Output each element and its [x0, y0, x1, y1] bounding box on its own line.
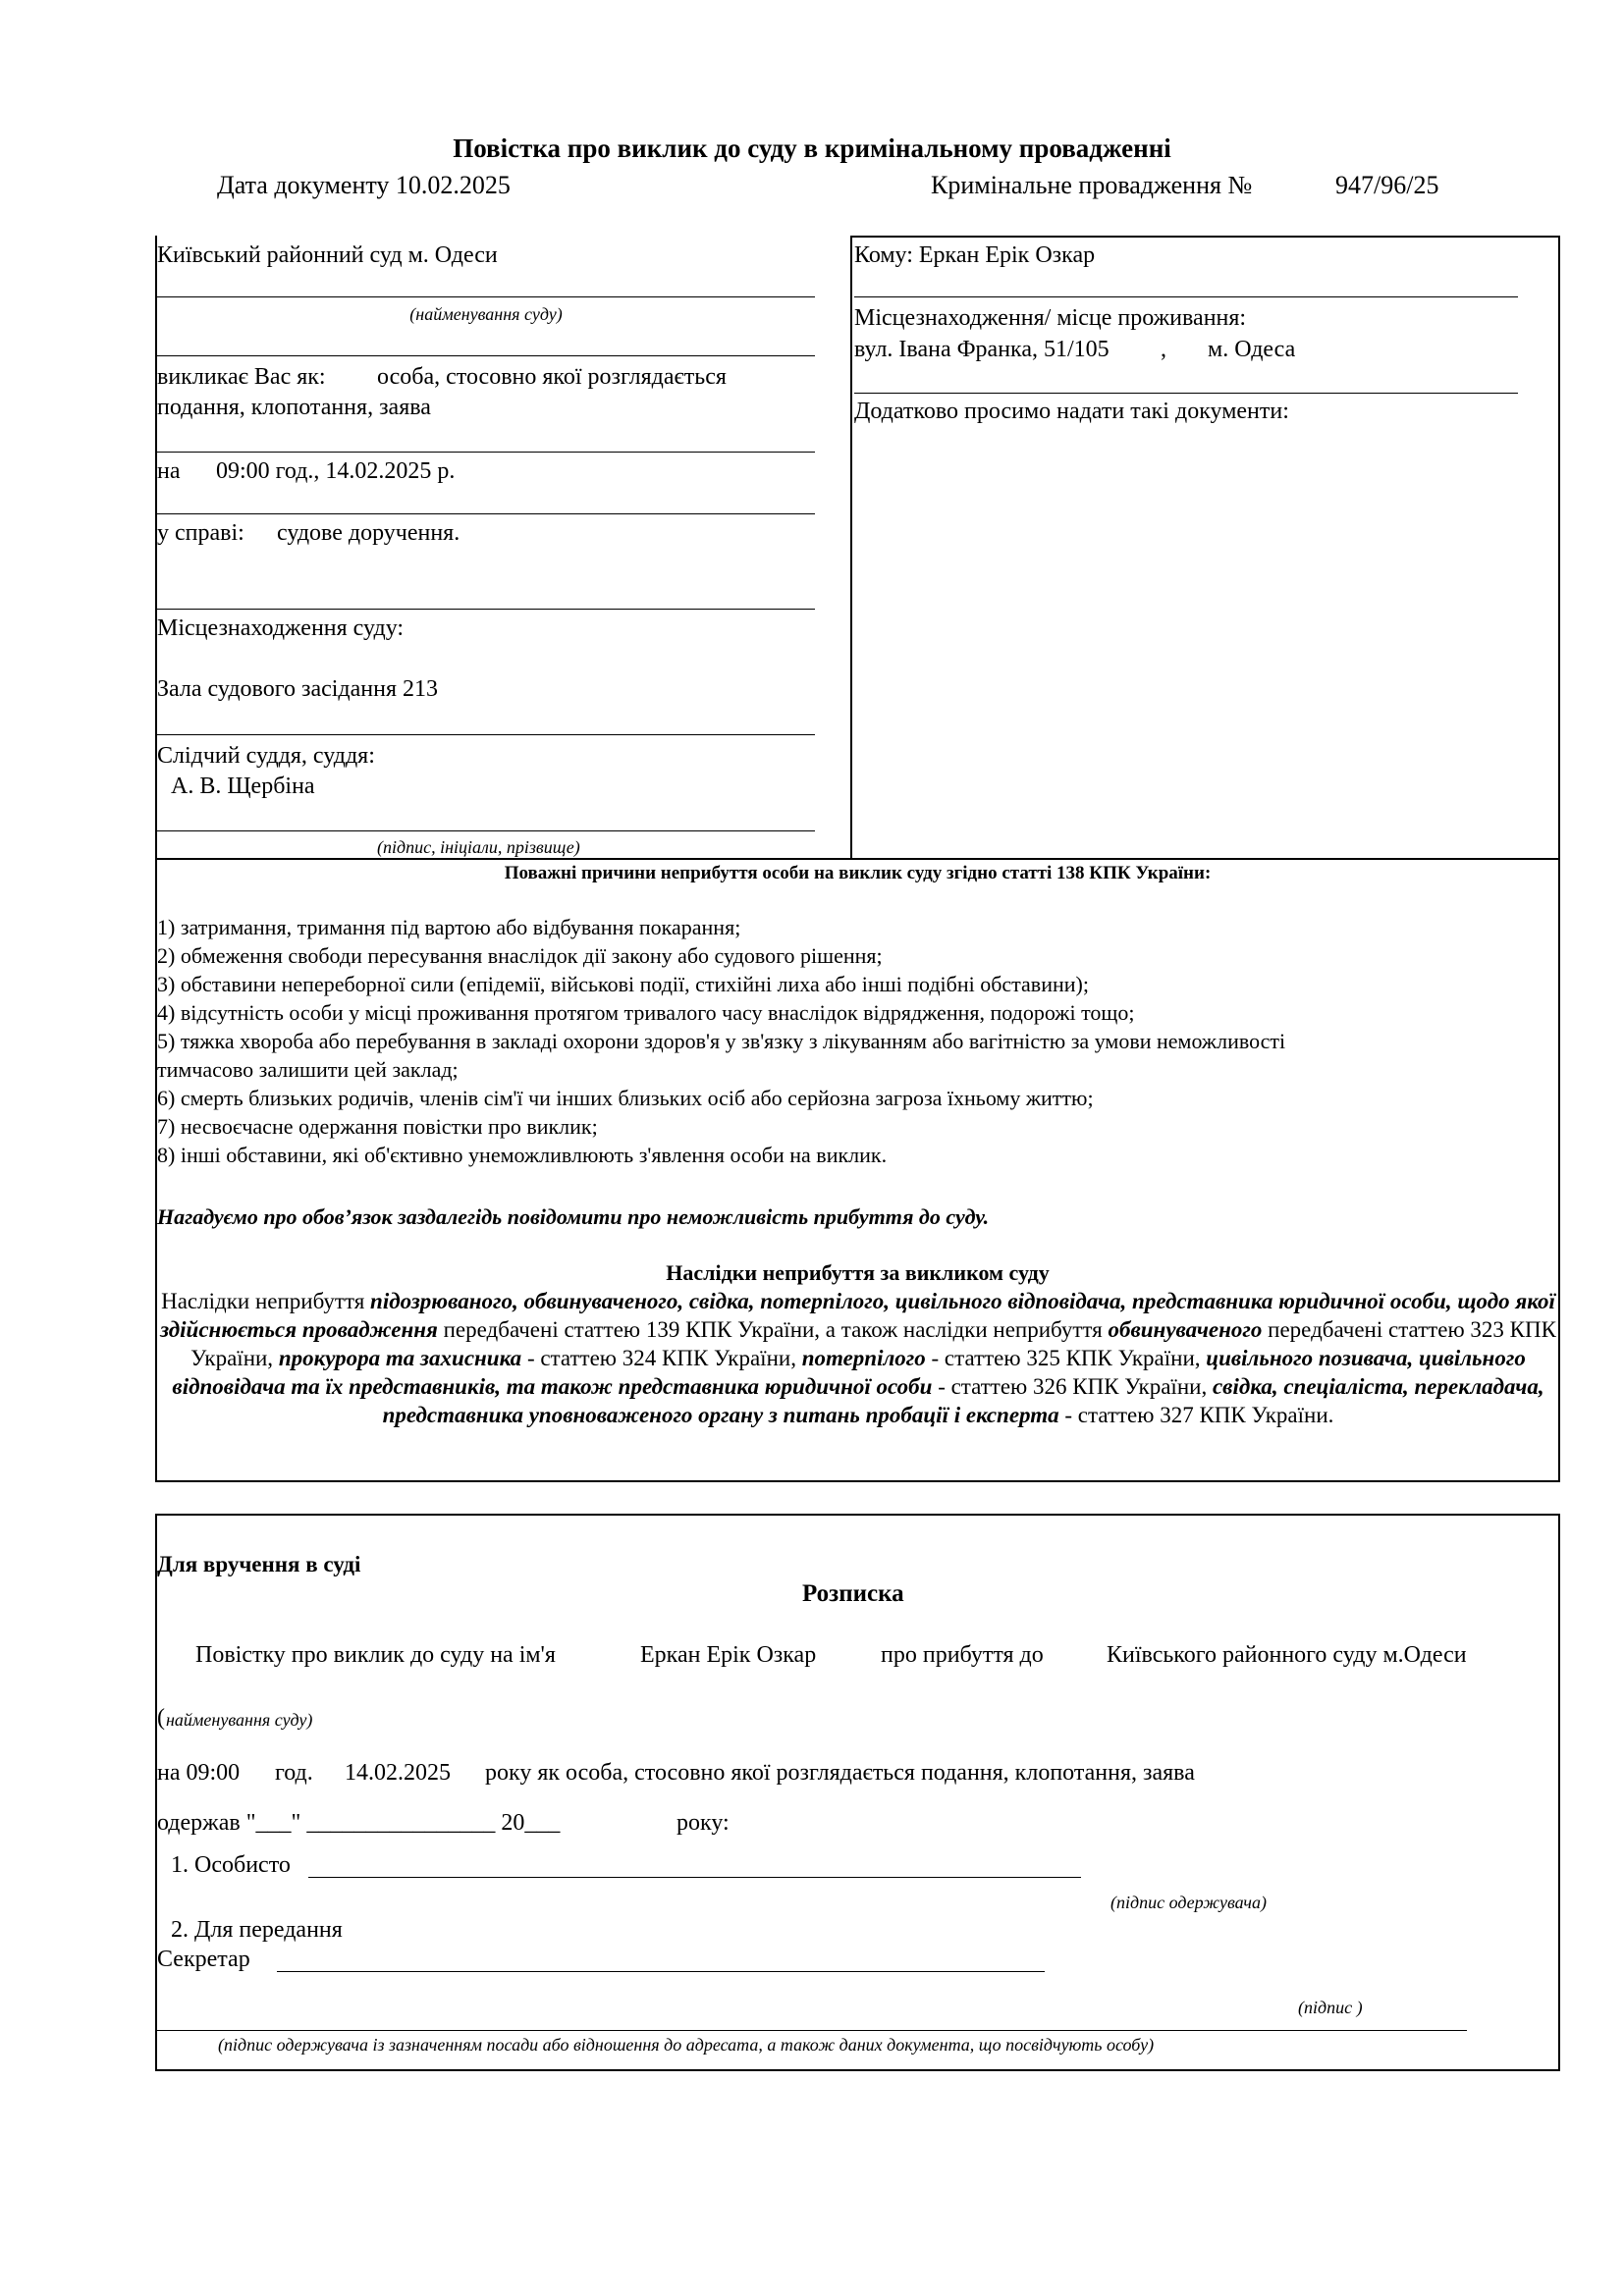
reason-item: 3) обставини непереборної сили (епідемії, військові події, стихійні лиха або інші подібні обставини); [157, 972, 1089, 996]
case-subject: судове доручення. [277, 520, 460, 546]
time-prefix: на [157, 458, 181, 484]
receipt-for-court: Для вручення в суді [157, 1552, 361, 1576]
documents-request: Додатково просимо надати такі документи: [854, 399, 1289, 424]
hearing-time: 09:00 год., 14.02.2025 р. [216, 458, 456, 484]
court-name: Київський районний суд м. Одеси [157, 242, 498, 268]
receipt-role: року як особа, стосовно якої розглядається подання, клопотання, заява [485, 1760, 1195, 1786]
right-top-border [850, 236, 1560, 238]
recipient: Кому: Еркан Ерік Озкар [854, 242, 1096, 268]
personally-signature-line [308, 1877, 1081, 1878]
reminder-note: Нагадуємо про обов’язок заздалегідь повідомити про неможливість прибуття до суду. [157, 1204, 990, 1229]
consequences-part: передбачені статтею 323 КПК України, [190, 1317, 1556, 1370]
receipt-recipient-name: Еркан Ерік Озкар [640, 1642, 817, 1668]
consequences-part: - статтею 325 КПК України, [925, 1346, 1207, 1370]
court-location-label: Місцезнаходження суду: [157, 615, 405, 641]
address-comma: , [1161, 337, 1166, 362]
address-label: Місцезнаходження/ місце проживання: [854, 305, 1247, 331]
consequences-part: передбачені статтею 139 КПК України, а також наслідки неприбуття [437, 1317, 1109, 1342]
receipt-court-caption: найменування суду) [166, 1710, 313, 1730]
consequences-part: - статтею 326 КПК України, [932, 1374, 1213, 1399]
address-city: м. Одеса [1208, 337, 1296, 362]
divider [854, 393, 1518, 394]
document-date: Дата документу 10.02.2025 [217, 171, 511, 199]
consequences-text [159, 1287, 1557, 1429]
address-street: вул. Івана Франка, 51/105 [854, 337, 1110, 362]
receipt-received-line: одержав "___" ________________ 20___ [157, 1810, 561, 1836]
consequences-part: свідка, спеціаліста, перекладача, представника уповноваженого органу з питань пробації і експерта [382, 1374, 1544, 1427]
consequences-part: - статтею 324 КПК України, [521, 1346, 802, 1370]
receipt-transfer: 2. Для передання [171, 1917, 343, 1943]
consequences-heading: Наслідки неприбуття за викликом суду [666, 1260, 1050, 1285]
divider [157, 355, 815, 356]
summons-role: особа, стосовно якої розглядається [377, 364, 727, 390]
signature-caption-short: (підпис ) [1298, 1998, 1363, 2017]
judge-name: А. В. Щербіна [171, 774, 315, 799]
top-right-border [1558, 236, 1560, 860]
reason-item: 5) тяжка хвороба або перебування в закладі охорони здоров'я у зв'язку з лікуванням або вагітністю за умови неможливості [157, 1029, 1286, 1053]
consequences-part: Наслідки неприбуття [161, 1289, 371, 1313]
receipt-line1-text: Повістку про виклик до суду на ім'я [195, 1642, 556, 1668]
reason-item: 6) смерть близьких родичів, членів сім'ї чи інших близьких осіб або серйозна загроза їхньому життю; [157, 1086, 1094, 1110]
secretary-signature-line [277, 1971, 1045, 1972]
top-middle-border [850, 236, 852, 860]
receipt-date: 14.02.2025 [345, 1760, 451, 1786]
judge-label: Слідчий суддя, суддя: [157, 743, 375, 769]
summons-label: викликає Вас як: [157, 364, 326, 390]
consequences-part: прокурора та захисника [278, 1346, 522, 1370]
consequences-part: - статтею 327 КПК України. [1058, 1403, 1334, 1427]
divider [157, 830, 815, 831]
receipt-line1-arrival: про прибуття до [881, 1642, 1044, 1668]
consequences-part: підозрюваного, обвинуваченого, свідка, потерпілого, цивільного відповідача, представника юридичної особи, щодо якої здійснюється провадження [160, 1289, 1555, 1342]
court-name-caption: (найменування суду) [409, 304, 563, 324]
receipt-hours: год. [275, 1760, 313, 1786]
consequences-part: обвинуваченого [1108, 1317, 1263, 1342]
case-label: Кримінальне провадження № [931, 171, 1253, 199]
receipt-court-name: Київського районного суду м.Одеси [1107, 1642, 1467, 1668]
reason-item: тимчасово залишити цей заклад; [157, 1057, 459, 1082]
bottom-caption: (підпис одержувача із зазначенням посади або відношення до адресата, а також даних документа, що посвідчують особу) [218, 2035, 1155, 2055]
receipt-title: Розписка [802, 1580, 904, 1607]
reason-item: 8) інші обставини, які об'єктивно унеможливлюють з'явлення особи на виклик. [157, 1143, 888, 1167]
consequences-part: потерпілого [801, 1346, 926, 1370]
court-location-value: Зала судового засідання 213 [157, 676, 439, 702]
divider [157, 296, 815, 297]
divider [854, 296, 1518, 297]
divider [157, 734, 815, 735]
receipt-received-year: року: [677, 1810, 730, 1836]
receipt-secretary: Секретар [157, 1947, 250, 1972]
reasons-heading: Поважні причини неприбуття особи на виклик суду згідно статті 138 КПК України: [504, 863, 1212, 883]
document-title: Повістка про виклик до суду в кримінальному провадженні [453, 133, 1171, 163]
reason-item: 7) несвоєчасне одержання повістки про виклик; [157, 1114, 598, 1139]
case-prefix: у справі: [157, 520, 244, 546]
receipt-personally: 1. Особисто [171, 1852, 291, 1878]
receipt-caption-paren: ( [157, 1705, 165, 1731]
recipient-signature-caption: (підпис одержувача) [1110, 1893, 1267, 1912]
divider [157, 452, 815, 453]
reason-item: 4) відсутність особи у місці проживання протягом тривалого часу внаслідок відрядження, подорожі тощо; [157, 1000, 1135, 1025]
bottom-signature-line [157, 2030, 1467, 2031]
signature-caption: (підпис, ініціали, прізвище) [377, 837, 580, 857]
case-number: 947/96/25 [1335, 171, 1439, 199]
divider [157, 609, 815, 610]
summons-role-cont: подання, клопотання, заява [157, 395, 431, 420]
reason-item: 1) затримання, тримання під вартою або відбування покарання; [157, 915, 741, 939]
consequences-part: цивільного позивача, цивільного відповідача та їх представників, та також представника юридичної особи [172, 1346, 1526, 1399]
divider [157, 513, 815, 514]
receipt-time: на 09:00 [157, 1760, 241, 1786]
reason-item: 2) обмеження свободи пересування внаслідок дії закону або судового рішення; [157, 943, 883, 968]
